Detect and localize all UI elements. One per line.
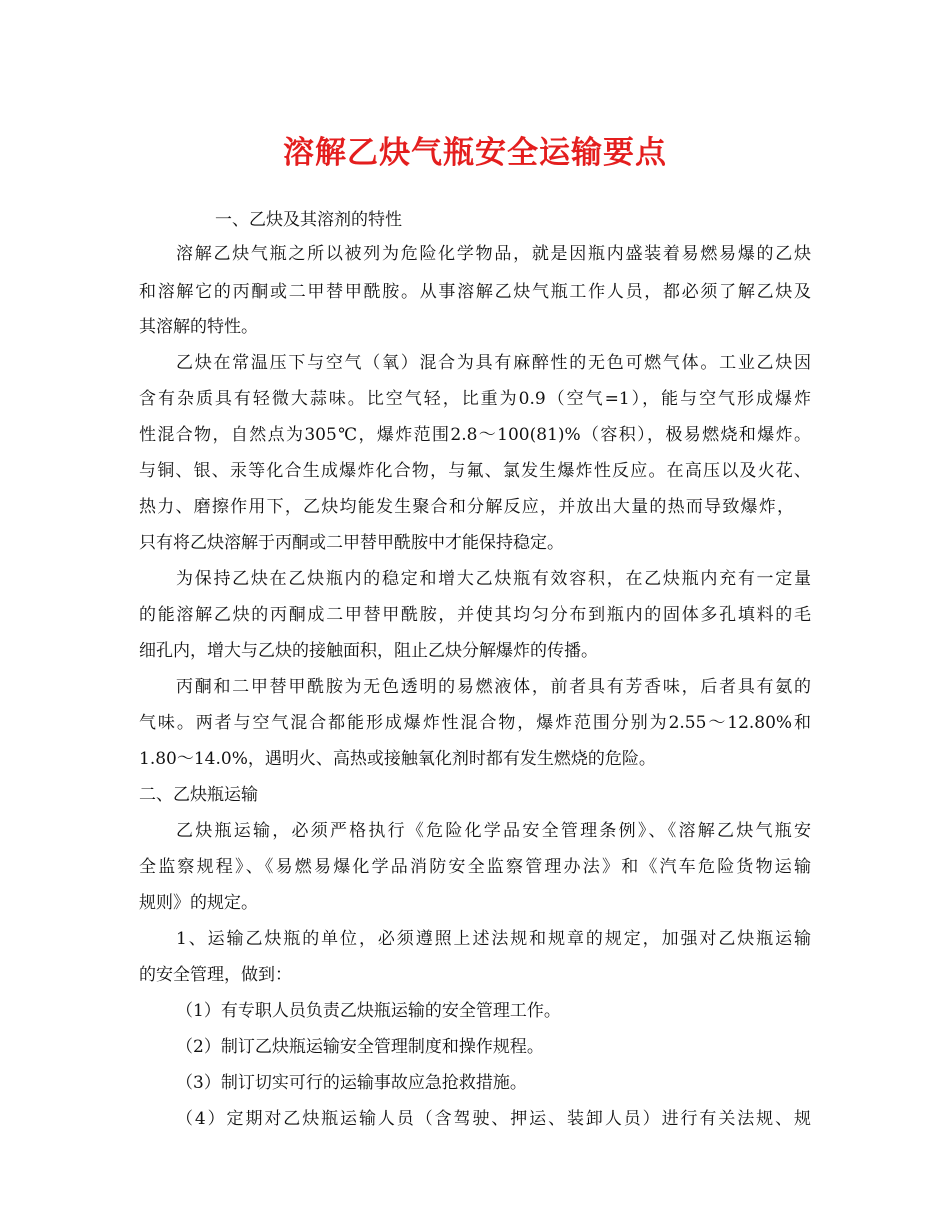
list-item: （4）定期对乙炔瓶运输人员（含驾驶、押运、装卸人员）进行有关法规、规 — [176, 1109, 811, 1129]
paragraph-line: 气味。两者与空气混合都能形成爆炸性混合物，爆炸范围分别为2.55～12.80%和 — [139, 713, 811, 733]
paragraph-line: 全监察规程》、《易燃易爆化学品消防安全监察管理办法》和《汽车危险货物运输 — [139, 857, 811, 877]
paragraph-line: 含有杂质具有轻微大蒜味。比空气轻，比重为0.9（空气=1），能与空气形成爆炸 — [139, 389, 811, 409]
paragraph-line: 热力、磨擦作用下，乙炔均能发生聚合和分解反应，并放出大量的热而导致爆炸， — [139, 497, 794, 517]
paragraph-line: 细孔内，增大与乙炔的接触面积，阻止乙炔分解爆炸的传播。 — [139, 641, 598, 661]
paragraph-line: 其溶解的特性。 — [139, 317, 258, 337]
paragraph-line: 的安全管理，做到： — [139, 965, 292, 985]
list-item: （3）制订切实可行的运输事故应急抢救措施。 — [176, 1073, 527, 1093]
paragraph-line: 为保持乙炔在乙炔瓶内的稳定和增大乙炔瓶有效容积，在乙炔瓶内充有一定量 — [176, 569, 811, 589]
paragraph-line: 只有将乙炔溶解于丙酮或二甲替甲酰胺中才能保持稳定。 — [139, 533, 564, 553]
paragraph-line: 丙酮和二甲替甲酰胺为无色透明的易燃液体，前者具有芳香味，后者具有氨的 — [176, 677, 811, 697]
paragraph-line: 性混合物，自然点为305℃，爆炸范围2.8～100(81)%（容积），极易燃烧和爆炸。 — [139, 425, 811, 445]
paragraph-line: 规则》的规定。 — [139, 893, 258, 913]
paragraph-line: 乙炔瓶运输，必须严格执行《危险化学品安全管理条例》、《溶解乙炔气瓶安 — [176, 821, 811, 841]
section-heading-1: 一、乙炔及其溶剂的特性 — [215, 210, 402, 230]
list-item: （2）制订乙炔瓶运输安全管理制度和操作规程。 — [176, 1037, 544, 1057]
list-item: （1）有专职人员负责乙炔瓶运输的安全管理工作。 — [176, 1001, 561, 1021]
paragraph-line: 与铜、银、汞等化合生成爆炸化合物，与氟、氯发生爆炸性反应。在高压以及火花、 — [139, 461, 811, 481]
paragraph-line: 的能溶解乙炔的丙酮成二甲替甲酰胺，并使其均匀分布到瓶内的固体多孔填料的毛 — [139, 605, 811, 625]
paragraph-line: 和溶解它的丙酮或二甲替甲酰胺。从事溶解乙炔气瓶工作人员，都必须了解乙炔及 — [139, 282, 811, 302]
paragraph-line: 1、运输乙炔瓶的单位，必须遵照上述法规和规章的规定，加强对乙炔瓶运输 — [176, 929, 811, 949]
document-title: 溶解乙炔气瓶安全运输要点 — [283, 135, 667, 171]
paragraph-line: 溶解乙炔气瓶之所以被列为危险化学物品，就是因瓶内盛装着易燃易爆的乙炔 — [176, 244, 811, 264]
section-heading-2: 二、乙炔瓶运输 — [139, 785, 258, 805]
paragraph-line: 乙炔在常温压下与空气（氧）混合为具有麻醉性的无色可燃气体。工业乙炔因 — [176, 353, 811, 373]
paragraph-line: 1.80～14.0%，遇明火、高热或接触氧化剂时都有发生燃烧的危险。 — [139, 749, 656, 769]
